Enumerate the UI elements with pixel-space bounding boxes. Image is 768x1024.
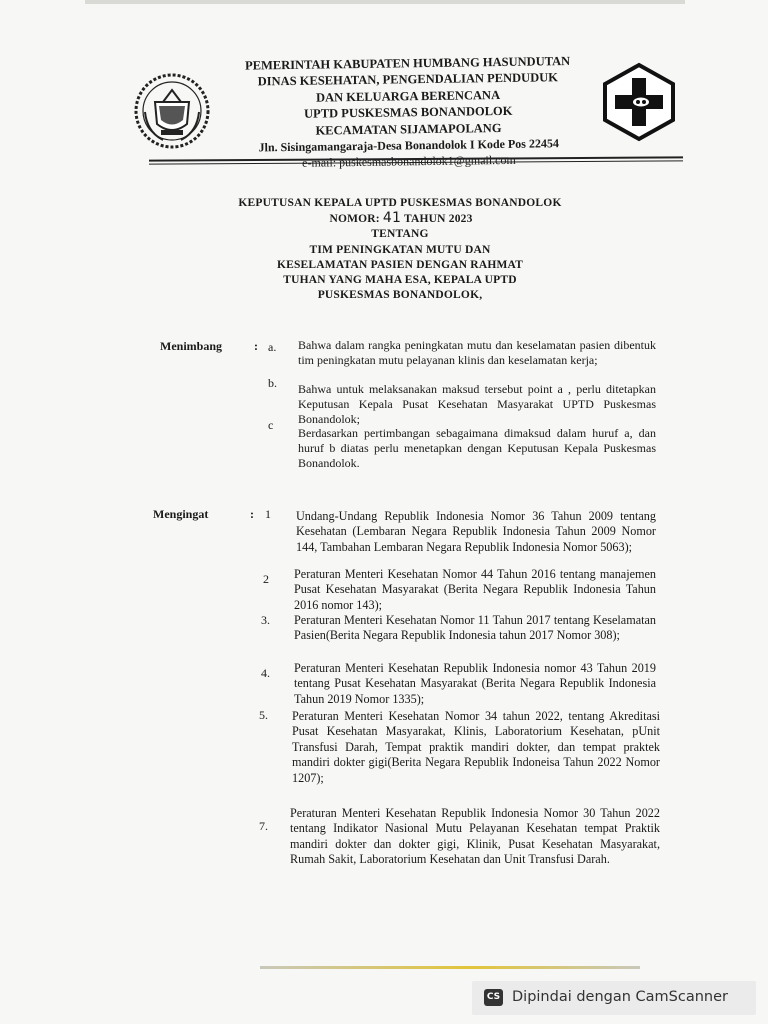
menimbang-marker: a. — [268, 340, 277, 354]
decree-subject-line: TIM PENINGKATAN MUTU DAN — [309, 243, 491, 256]
decree-title — [220, 196, 580, 303]
camscanner-watermark — [472, 981, 756, 1015]
letterhead-text — [215, 53, 602, 173]
decree-about: TENTANG — [371, 228, 429, 241]
letterhead-department: DINAS KESEHATAN, PENGENDALIAN PENDUDUK — [257, 70, 559, 89]
decree-title-line: KEPUTUSAN KEPALA UPTD PUSKESMAS BONANDOLOK — [238, 197, 562, 209]
puskesmas-logo-icon — [601, 62, 677, 142]
page-bottom-edge — [260, 966, 640, 969]
regency-seal-icon — [133, 72, 211, 150]
camscanner-icon: CS — [484, 989, 503, 1006]
menimbang-marker: b. — [268, 376, 277, 390]
mengingat-marker: 4. — [261, 666, 270, 680]
menimbang-item: Berdasarkan pertimbangan sebagaimana dimaksud dalam huruf a, dan huruf b diatas perlu menetapkan dengan Keputusan Kepala Puskesmas Bonandolok. — [298, 426, 656, 470]
mengingat-colon: : — [250, 507, 254, 521]
mengingat-item: Peraturan Menteri Kesehatan Nomor 34 tahun 2022, tentang Akreditasi Pusat Kesehatan Masyarakat, Klinis, Laboratorium Kesehatan, pUnit Transfusi Darah, Tempat praktik mandiri dokter, dan tempat praktek mandiri dokter gigi(Berita Negara Republik Indoneisa Tahun 2022 Nomor 1207); — [292, 709, 660, 785]
decree-number-value: 41 — [382, 210, 402, 227]
decree-number-line — [220, 211, 580, 227]
mengingat-item: Undang-Undang Republik Indonesia Nomor 36 Tahun 2009 tentang Kesehatan (Lembaran Negara Republik Indonesia Tahun 2009 Nomor 144, Tambahan Lembaran Negara Republik Indonesia Nomor 5063); — [296, 509, 656, 554]
menimbang-marker: c — [268, 418, 274, 432]
mengingat-marker: 2 — [263, 572, 269, 586]
letterhead-department-cont: DAN KELUARGA BERENCANA — [315, 87, 501, 105]
menimbang-item: Bahwa dalam rangka peningkatan mutu dan keselamatan pasien dibentuk tim peningkatan mutu pelayanan klinis dan keselamatan kerja; — [298, 338, 656, 367]
letterhead-district: KECAMATAN SIJAMAPOLANG — [315, 120, 502, 138]
mengingat-marker: 1 — [265, 507, 271, 521]
letterhead — [0, 0, 768, 170]
decree-subject-line: KESELAMATAN PASIEN DENGAN RAHMAT — [276, 258, 524, 271]
mengingat-marker: 7. — [259, 819, 268, 833]
mengingat-item: Peraturan Menteri Kesehatan Nomor 11 Tahun 2017 tentang Keselamatan Pasien(Berita Negara Republik Indonesia tahun 2017 Nomor 308); — [294, 613, 656, 643]
letterhead-address: Jln. Sisingamangaraja-Desa Bonandolok I Kode Pos 22454 — [258, 136, 560, 155]
menimbang-label: Menimbang — [160, 339, 223, 353]
mengingat-marker: 3. — [261, 613, 270, 627]
menimbang-item: Bahwa untuk melaksanakan maksud tersebut point a , perlu ditetapkan Keputusan Kepala Pusat Kesehatan Masyarakat UPTD Puskesmas Bonandolok; — [298, 382, 656, 426]
letterhead-government: PEMERINTAH KABUPATEN HUMBANG HASUNDUTAN — [244, 54, 571, 73]
menimbang-colon: : — [254, 339, 258, 353]
decree-subject-line: PUSKESMAS BONANDOLOK, — [317, 289, 483, 302]
decree-subject-line: TUHAN YANG MAHA ESA, KEPALA UPTD — [283, 274, 517, 287]
mengingat-marker: 5. — [259, 708, 268, 722]
decree-number-year: TAHUN 2023 — [404, 213, 473, 226]
decree-number-prefix: NOMOR: — [329, 213, 380, 226]
mengingat-item: Peraturan Menteri Kesehatan Republik Indonesia Nomor 30 Tahun 2022 tentang Indikator Nasional Mutu Pelayanan Kesehatan tempat Praktik mandiri dokter dan dokter gigi, Klinik, Pusat Kesehatan Masyarakat, Rumah Sakit, Laboratorium Kesehatan dan Unit Transfusi Darah. — [290, 806, 660, 867]
mengingat-item: Peraturan Menteri Kesehatan Republik Indonesia nomor 43 Tahun 2019 tentang Pusat Kesehatan Masyarakat (Berita Negara Republik Indonesia Tahun 2019 Nomor 1335); — [294, 661, 656, 706]
letterhead-unit: UPTD PUSKESMAS BONANDOLOK — [304, 104, 513, 121]
mengingat-label: Mengingat — [153, 507, 209, 521]
mengingat-item: Peraturan Menteri Kesehatan Nomor 44 Tahun 2016 tentang manajemen Pusat Kesehatan Masyarakat (Berita Negara Republik Indonesia Tahun 2016 nomor 143); — [294, 567, 656, 612]
camscanner-text: Dipindai dengan CamScanner — [512, 989, 729, 1005]
